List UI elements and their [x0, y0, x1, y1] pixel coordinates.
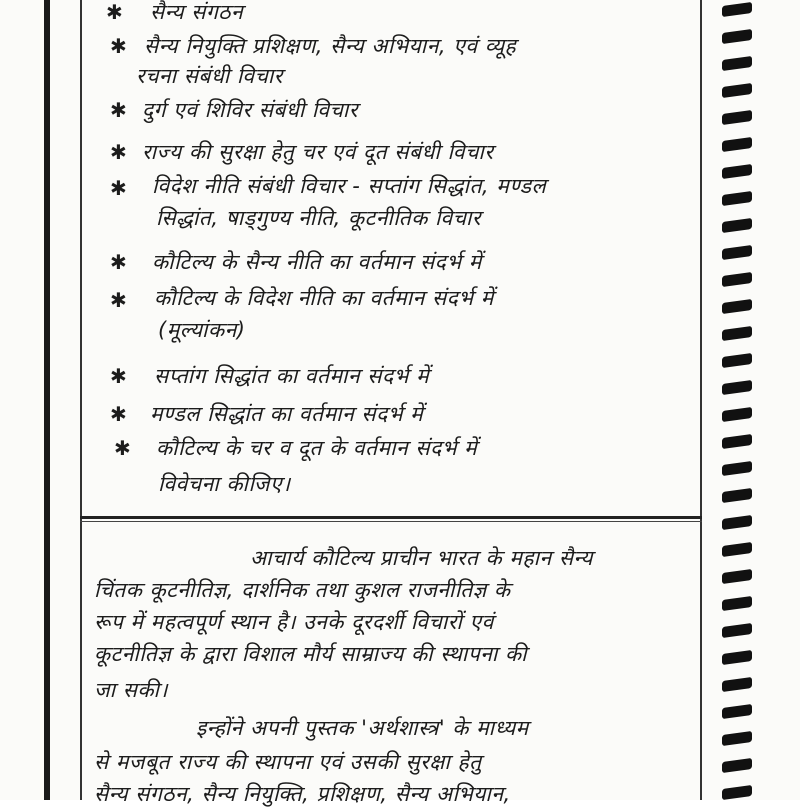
- list-item-5-line-2: सिद्धांत, षाड्गुण्य नीति, कूटनीतिक विचार: [156, 206, 481, 230]
- spiral-ring: [722, 299, 752, 314]
- spiral-ring: [722, 164, 752, 179]
- list-item-5-line-1: विदेश नीति संबंधी विचार - सप्तांग सिद्धांत, मण्डल: [152, 174, 547, 198]
- bullet-star-icon: ✱: [110, 288, 127, 312]
- spiral-ring: [722, 623, 752, 638]
- list-item-8-line-1: सप्तांग सिद्धांत का वर्तमान संदर्भ में: [154, 364, 430, 388]
- spiral-ring: [722, 29, 752, 44]
- section-divider: [80, 516, 702, 519]
- paragraph-2-line-1: इन्होंने अपनी पुस्तक 'अर्थशास्त्र' के माध्यम: [196, 716, 529, 740]
- spiral-ring: [722, 218, 752, 233]
- paragraph-1-line-5: जा सकी।: [94, 678, 168, 702]
- spiral-ring: [722, 326, 752, 341]
- bullet-star-icon: ✱: [110, 176, 127, 200]
- list-item-7-line-1: कौटिल्य के विदेश नीति का वर्तमान संदर्भ में: [154, 286, 494, 310]
- spiral-ring: [722, 731, 752, 746]
- spiral-ring: [722, 245, 752, 260]
- bullet-star-icon: ✱: [110, 402, 127, 426]
- spiral-ring: [722, 2, 752, 17]
- spiral-ring: [722, 83, 752, 98]
- spiral-ring: [722, 542, 752, 557]
- paragraph-1-line-1: आचार्य कौटिल्य प्राचीन भारत के महान सैन्य: [250, 546, 593, 570]
- bullet-star-icon: ✱: [106, 0, 123, 24]
- right-margin-line: [700, 0, 702, 800]
- spiral-ring: [722, 569, 752, 584]
- list-item-10-line-1: कौटिल्य के चर व दूत के वर्तमान संदर्भ में: [156, 436, 478, 460]
- list-item-7-line-2: (मूल्यांकन): [158, 318, 246, 342]
- spiral-ring: [722, 596, 752, 611]
- bullet-star-icon: ✱: [110, 34, 127, 58]
- spiral-ring: [722, 137, 752, 152]
- bullet-star-icon: ✱: [110, 140, 127, 164]
- list-item-4-line-1: राज्य की सुरक्षा हेतु चर एवं दूत संबंधी विचार: [142, 140, 494, 164]
- list-item-2-line-2: रचना संबंधी विचार: [136, 64, 283, 88]
- bullet-star-icon: ✱: [110, 98, 127, 122]
- spiral-ring: [722, 56, 752, 71]
- spiral-ring: [722, 650, 752, 665]
- spiral-ring: [722, 434, 752, 449]
- paragraph-2-line-3: सैन्य संगठन, सैन्य नियुक्ति, प्रशिक्षण, सैन्य अभियान,: [94, 782, 511, 806]
- paragraph-1-line-3: रूप में महत्वपूर्ण स्थान है। उनके दूरदर्शी विचारों एवं: [94, 610, 494, 634]
- spiral-ring: [722, 191, 752, 206]
- spiral-ring: [722, 461, 752, 476]
- spiral-ring: [722, 758, 752, 773]
- spiral-ring: [722, 785, 752, 800]
- list-item-3-line-1: दुर्ग एवं शिविर संबंधी विचार: [142, 98, 358, 122]
- paragraph-1-line-2: चिंतक कूटनीतिज्ञ, दार्शनिक तथा कुशल राजनीतिज्ञ के: [94, 578, 511, 602]
- bullet-star-icon: ✱: [114, 436, 131, 460]
- spiral-ring: [722, 488, 752, 503]
- spiral-ring: [722, 353, 752, 368]
- left-margin-line: [80, 0, 82, 800]
- left-margin-thick-line: [44, 0, 50, 800]
- spiral-ring: [722, 110, 752, 125]
- section-divider-thin: [80, 521, 702, 522]
- paragraph-1-line-4: कूटनीतिज्ञ के द्वारा विशाल मौर्य साम्राज्य की स्थापना की: [94, 642, 528, 666]
- paragraph-2-line-2: से मजबूत राज्य की स्थापना एवं उसकी सुरक्षा हेतु: [94, 750, 482, 774]
- spiral-ring: [722, 272, 752, 287]
- bullet-star-icon: ✱: [110, 364, 127, 388]
- list-item-10-line-2: विवेचना कीजिए।: [158, 472, 291, 496]
- spiral-ring: [722, 515, 752, 530]
- list-item-2-line-1: सैन्य नियुक्ति प्रशिक्षण, सैन्य अभियान, एवं व्यूह: [144, 34, 517, 58]
- spiral-ring: [722, 704, 752, 719]
- list-item-6-line-1: कौटिल्य के सैन्य नीति का वर्तमान संदर्भ में: [152, 250, 482, 274]
- bullet-star-icon: ✱: [110, 250, 127, 274]
- spiral-ring: [722, 380, 752, 395]
- spiral-binding: [722, 0, 762, 800]
- spiral-ring: [722, 677, 752, 692]
- spiral-ring: [722, 407, 752, 422]
- list-item-9-line-1: मण्डल सिद्धांत का वर्तमान संदर्भ में: [150, 402, 424, 426]
- list-item-1-line-1: सैन्य संगठन: [150, 0, 244, 24]
